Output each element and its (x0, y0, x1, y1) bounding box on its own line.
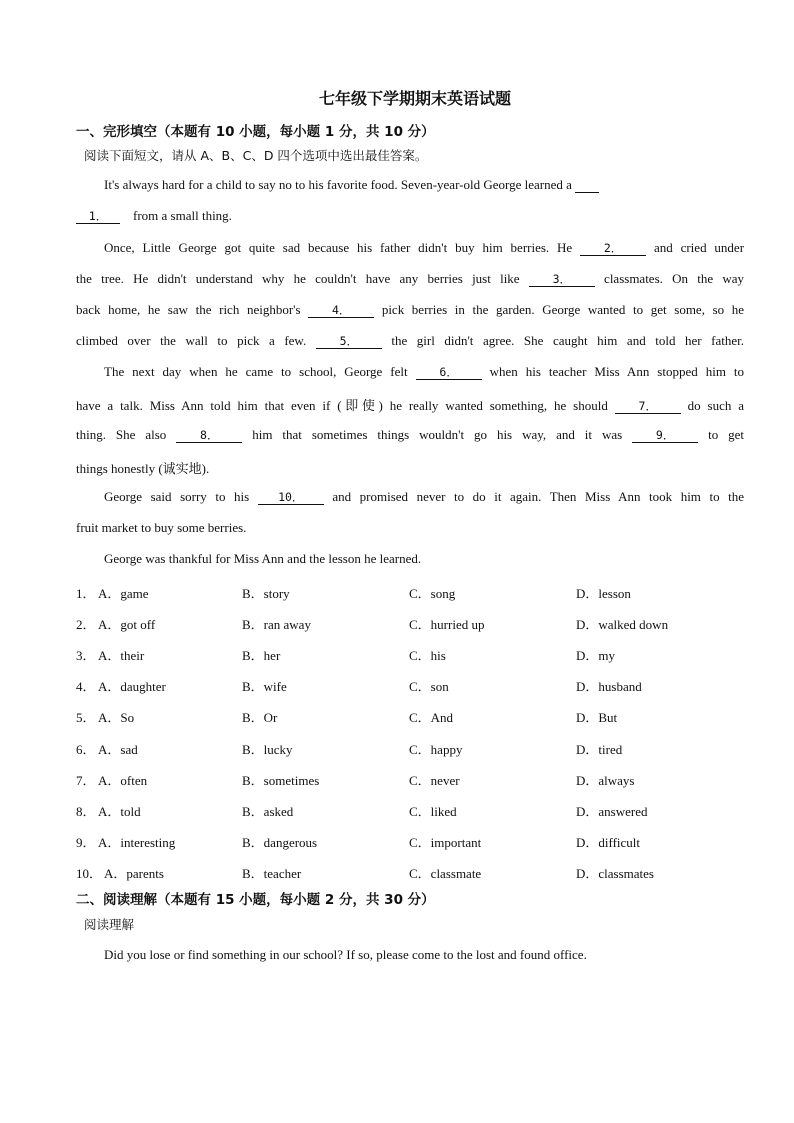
option-a: A．told (98, 803, 141, 819)
option-a: A．So (98, 710, 135, 726)
section-2-heading: 二、阅读理解（本题有 15 小题，每小题 2 分，共 30 分） (76, 892, 435, 908)
passage-line: Did you lose or find something in our school? If so, please come to the lost and found office. (104, 947, 587, 962)
passage-line: It's always hard for a child to say no to his favorite food. Seven-year-old George learned a (104, 177, 744, 193)
option-c: C．never (409, 772, 460, 788)
question-number: 7． (76, 772, 96, 788)
question-number: 5． (76, 710, 96, 726)
option-row (76, 770, 756, 790)
option-b: B．teacher (242, 865, 302, 881)
blank-1: 1． (76, 209, 120, 224)
option-d: D．husband (576, 679, 642, 695)
blank-9: 9． (632, 428, 698, 443)
blank-1-start (575, 178, 599, 193)
option-c: C．his (409, 648, 446, 664)
passage-line: climbed over the wall to pick a few. 5． the girl didn't agree. She caught him and told her father. (76, 333, 744, 348)
blank-4: 4． (308, 303, 374, 318)
passage-line: George said sorry to his 10． and promised never to do it again. Then Miss Ann took him to the (104, 489, 745, 504)
blank-6: 6． (416, 365, 482, 380)
section-1-heading: 一、完形填空（本题有 10 小题，每小题 1 分，共 10 分） (76, 124, 435, 140)
passage-line: things honestly (诚实地). (76, 461, 210, 476)
option-a: A．got off (98, 617, 156, 633)
option-row (76, 707, 756, 727)
passage-line: The next day when he came to school, George felt 6． when his teacher Miss Ann stopped him to (104, 364, 745, 379)
question-number: 4． (76, 679, 96, 695)
question-number: 9． (76, 834, 96, 850)
option-b: B．lucky (242, 741, 293, 757)
option-b: B．sometimes (242, 772, 320, 788)
option-d: D．tired (576, 741, 623, 757)
option-d: D．But (576, 710, 618, 726)
question-number: 2． (76, 617, 96, 633)
blank-7: 7． (615, 399, 681, 414)
question-number: 10． (76, 865, 103, 881)
option-d: D．answered (576, 803, 648, 819)
option-b: B．ran away (242, 617, 311, 633)
question-number: 6． (76, 741, 96, 757)
blank-2: 2． (580, 241, 646, 256)
option-c: C．happy (409, 741, 463, 757)
option-c: C．classmate (409, 865, 482, 881)
option-a: A．often (98, 772, 148, 788)
option-b: B．Or (242, 710, 278, 726)
passage-line: Once, Little George got quite sad because his father didn't buy him berries. He 2． and cried under (104, 240, 745, 255)
section-1-instruction: 阅读下面短文，请从 A、B、C、D 四个选项中选出最佳答案。 (84, 148, 428, 163)
option-b: B．wife (242, 679, 287, 695)
blank-8: 8． (176, 428, 242, 443)
option-a: A．interesting (98, 834, 176, 850)
question-number: 1． (76, 586, 96, 601)
blank-10: 10． (258, 490, 324, 505)
option-row (76, 739, 756, 759)
option-row (76, 832, 756, 852)
section-2-instruction: 阅读理解 (84, 917, 135, 932)
option-a: A．their (98, 648, 145, 664)
option-b: B．story (242, 586, 290, 601)
passage-line: George was thankful for Miss Ann and the lesson he learned. (104, 551, 422, 566)
option-d: D．walked down (576, 617, 669, 633)
passage-line: thing. She also 8． him that sometimes things wouldn't go his way, and it was 9． to get (76, 427, 745, 442)
option-row (76, 583, 756, 603)
blank-3: 3． (529, 272, 595, 287)
option-b: B．her (242, 648, 281, 664)
option-row (76, 801, 756, 821)
option-row (76, 614, 756, 634)
option-row (76, 863, 756, 883)
option-d: D．classmates (576, 865, 654, 881)
passage-line: 1． from a small thing. (76, 208, 744, 224)
question-number: 3． (76, 648, 96, 664)
blank-5: 5． (316, 334, 382, 349)
option-c: C．hurried up (409, 617, 485, 633)
option-row (76, 676, 756, 696)
option-a: A．sad (98, 741, 138, 757)
option-d: D．lesson (576, 586, 631, 601)
passage-line: back home, he saw the rich neighbor's 4． pick berries in the garden. George wanted to get some, so he (76, 302, 745, 317)
option-b: B．dangerous (242, 834, 318, 850)
page-title: 七年级下学期期末英语试题 (318, 89, 511, 108)
option-b: B．asked (242, 803, 294, 819)
option-d: D．always (576, 772, 635, 788)
passage-line: have a talk. Miss Ann told him that even if (即使) he really wanted something, he should 7． do such a (76, 398, 745, 413)
option-c: C．liked (409, 803, 457, 819)
option-row (76, 645, 756, 665)
option-d: D．difficult (576, 834, 641, 850)
option-c: C．important (409, 834, 482, 850)
option-a: A．daughter (98, 679, 166, 695)
option-c: C．song (409, 586, 456, 601)
question-number: 8． (76, 803, 96, 819)
passage-line: fruit market to buy some berries. (76, 520, 247, 535)
passage-line: the tree. He didn't understand why he couldn't have any berries just like 3． classmates. On the way (76, 271, 745, 286)
option-d: D．my (576, 648, 616, 664)
option-c: C．son (409, 679, 449, 695)
option-c: C．And (409, 710, 454, 726)
option-a: A．parents (104, 865, 164, 881)
option-a: A．game (98, 586, 149, 601)
